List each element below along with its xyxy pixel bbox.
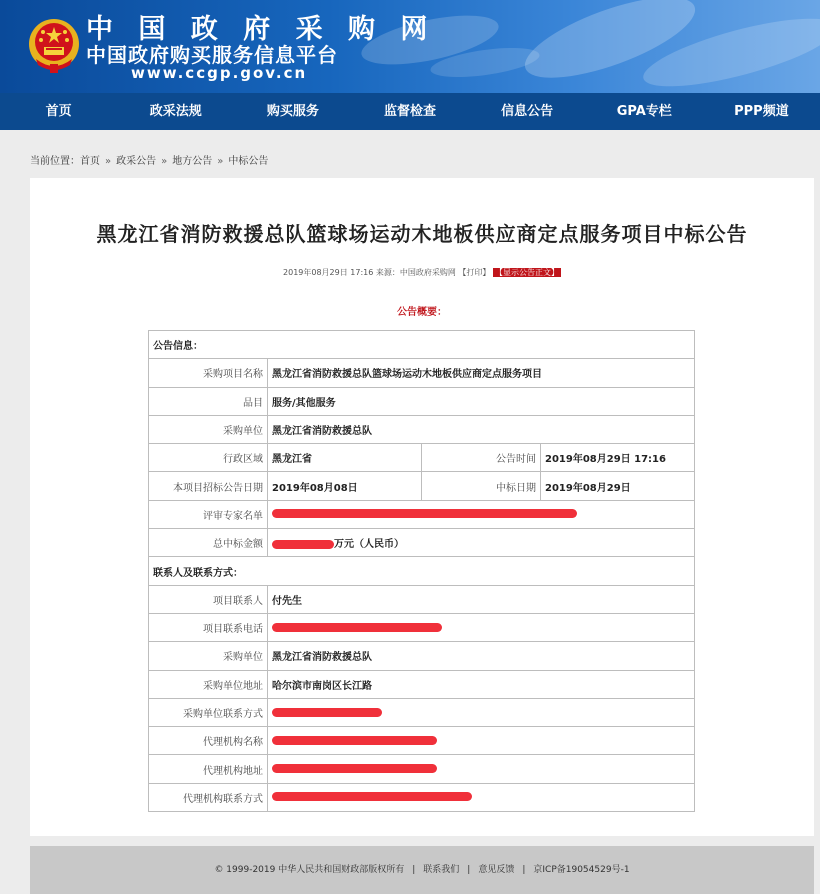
total-amount-value (268, 529, 695, 557)
site-banner (0, 0, 820, 93)
purchaser2-value: 黑龙江省消防救援总队 (268, 642, 695, 670)
table-row (149, 444, 695, 472)
section-info-heading: 公告信息： (149, 331, 695, 359)
total-amount-suffix: 万元（人民币） (334, 539, 404, 551)
section-contact-heading: 联系人及联系方式： (149, 557, 695, 585)
table-row (149, 783, 695, 811)
region-label: 行政区域 (149, 444, 268, 472)
site-url: www.ccgp.gov.cn (131, 64, 308, 82)
publish-time-label: 公告时间 (422, 444, 541, 472)
table-row (149, 613, 695, 641)
project-phone-label: 项目联系电话 (149, 613, 268, 641)
agency-address-label: 代理机构地址 (149, 755, 268, 783)
table-row (149, 472, 695, 500)
table-row (149, 557, 695, 585)
category-value: 服务/其他服务 (268, 387, 695, 415)
breadcrumb (30, 152, 268, 167)
table-row (149, 670, 695, 698)
show-body-button[interactable]: 【显示公告正文】 (494, 268, 559, 277)
category-label: 品目 (149, 387, 268, 415)
award-date-label: 中标日期 (422, 472, 541, 500)
table-row (149, 698, 695, 726)
breadcrumb-item-local-notices[interactable]: 地方公告 (172, 156, 213, 167)
site-title: 中 国 政 府 采 购 网 (86, 14, 436, 45)
footer-copyright: © 1999-2019 中华人民共和国财政部版权所有 (214, 865, 405, 875)
award-date-value: 2019年08月29日 (541, 472, 695, 500)
table-row (149, 727, 695, 755)
footer-icp-link[interactable]: 京ICP备19054529号-1 (533, 865, 630, 875)
project-name-label: 采购项目名称 (149, 359, 268, 387)
main-nav (0, 93, 820, 130)
summary-heading: 公告概要： (397, 307, 447, 318)
region-value: 黑龙江省 (268, 444, 422, 472)
nav-item-announcements[interactable]: 信息公告 (501, 104, 554, 119)
nav-item-supervision[interactable]: 监督检查 (383, 104, 436, 119)
table-row (149, 529, 695, 557)
breadcrumb-prefix: 当前位置： (30, 156, 80, 167)
purchaser-address-label: 采购单位地址 (149, 670, 268, 698)
footer-divider: | (412, 865, 416, 875)
notice-meta-text: 2019年08月29日 17:16 来源：中国政府采购网 (283, 268, 459, 277)
breadcrumb-item-home[interactable]: 首页 (80, 156, 100, 167)
agency-address-value (268, 755, 695, 783)
notice-title: 黑龙江省消防救援总队篮球场运动木地板供应商定点服务项目中标公告 (96, 222, 748, 246)
table-row (149, 387, 695, 415)
redaction-mark (272, 540, 334, 549)
breadcrumb-separator: » (161, 156, 168, 167)
purchaser-contact-label: 采购单位联系方式 (149, 698, 268, 726)
site-footer (30, 846, 814, 894)
redaction-mark (272, 736, 437, 745)
breadcrumb-separator: » (217, 156, 224, 167)
purchaser-label: 采购单位 (149, 415, 268, 443)
purchaser2-label: 采购单位 (149, 642, 268, 670)
experts-value (268, 500, 695, 528)
nav-item-purchase-services[interactable]: 购买服务 (266, 104, 319, 119)
redaction-mark (272, 623, 442, 632)
nav-item-home[interactable]: 首页 (45, 104, 72, 119)
footer-divider: | (522, 865, 526, 875)
table-row (149, 331, 695, 359)
agency-name-label: 代理机构名称 (149, 727, 268, 755)
agency-name-value (268, 727, 695, 755)
footer-contact-link[interactable]: 联系我们 (423, 865, 460, 875)
table-row (149, 500, 695, 528)
experts-label: 评审专家名单 (149, 500, 268, 528)
purchaser-value: 黑龙江省消防救援总队 (268, 415, 695, 443)
notice-card (30, 178, 814, 836)
redaction-mark (272, 509, 577, 518)
footer-feedback-link[interactable]: 意见反馈 (478, 865, 515, 875)
breadcrumb-item-notices[interactable]: 政采公告 (116, 156, 157, 167)
project-contact-value: 付先生 (268, 585, 695, 613)
breadcrumb-separator: » (105, 156, 112, 167)
tender-date-label: 本项目招标公告日期 (149, 472, 268, 500)
redaction-mark (272, 764, 437, 773)
purchaser-address-value: 哈尔滨市南岗区长江路 (268, 670, 695, 698)
table-row (149, 585, 695, 613)
project-name-value: 黑龙江省消防救援总队篮球场运动木地板供应商定点服务项目 (268, 359, 695, 387)
notice-meta (30, 267, 814, 278)
breadcrumb-item-award-notices[interactable]: 中标公告 (228, 156, 269, 167)
project-contact-label: 项目联系人 (149, 585, 268, 613)
notice-info-table (148, 330, 695, 812)
redaction-mark (272, 708, 382, 717)
agency-contact-label: 代理机构联系方式 (149, 783, 268, 811)
nav-item-ppp[interactable]: PPP频道 (734, 104, 789, 119)
redaction-mark (272, 792, 472, 801)
nav-item-regulations[interactable]: 政采法规 (149, 104, 202, 119)
table-row (149, 415, 695, 443)
footer-divider: | (467, 865, 471, 875)
agency-contact-value (268, 783, 695, 811)
table-row (149, 755, 695, 783)
total-amount-label: 总中标金额 (149, 529, 268, 557)
tender-date-value: 2019年08月08日 (268, 472, 422, 500)
print-link[interactable]: 【打印】 (458, 268, 491, 277)
nav-item-gpa[interactable]: GPA专栏 (616, 104, 672, 119)
purchaser-contact-value (268, 698, 695, 726)
national-emblem-icon[interactable] (28, 17, 80, 75)
site-subtitle: 中国政府购买服务信息平台 (86, 43, 338, 67)
table-row (149, 359, 695, 387)
project-phone-value (268, 613, 695, 641)
table-row (149, 642, 695, 670)
publish-time-value: 2019年08月29日 17:16 (541, 444, 695, 472)
